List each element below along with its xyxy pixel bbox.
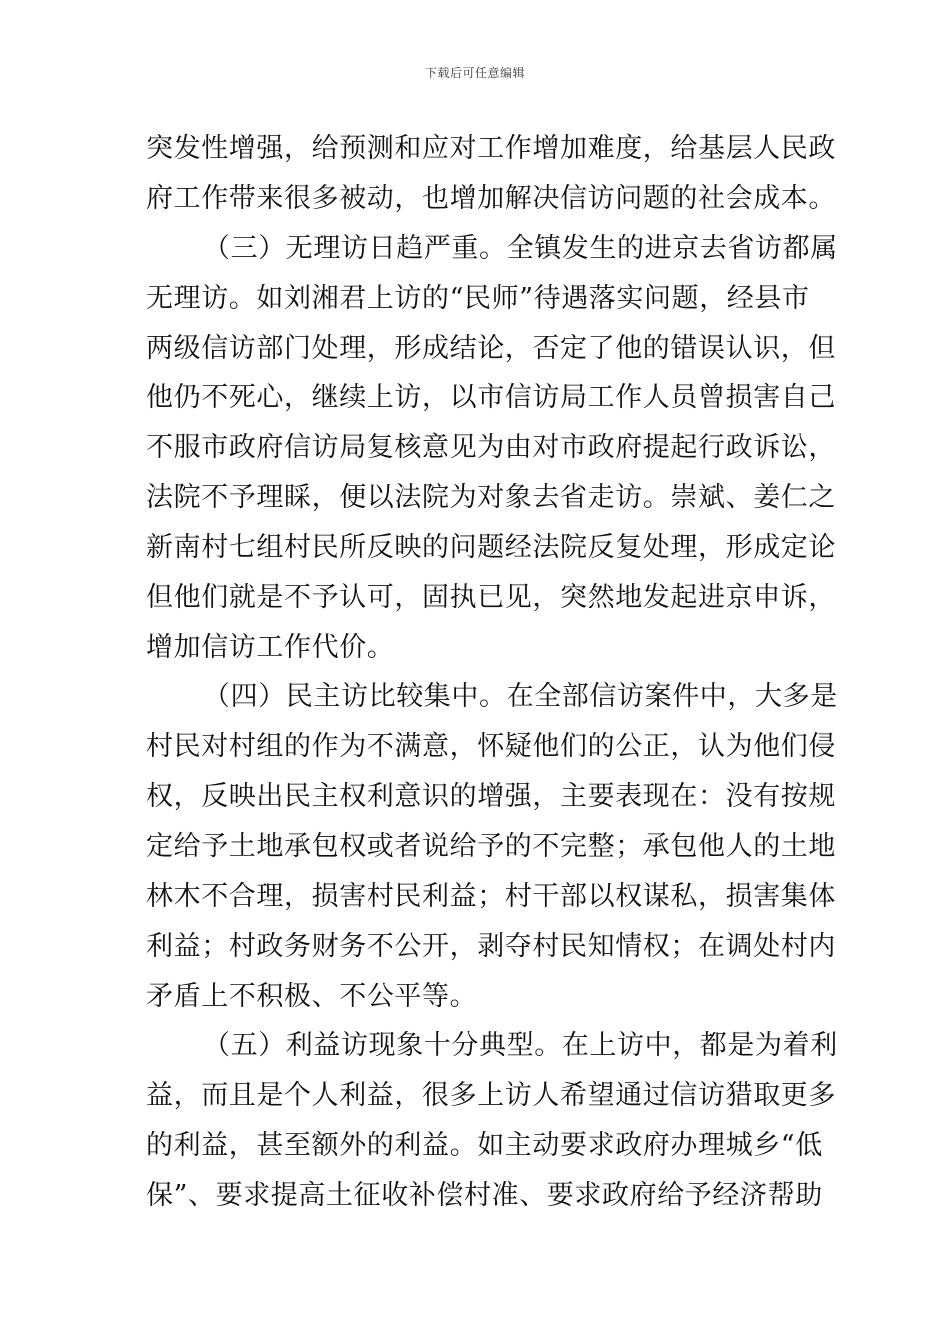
text-line: 他仍不死心，继续上访，以市信访局工作人员曾损害自己 bbox=[146, 382, 836, 413]
text-line: 益，而且是个人利益，很多上访人希望通过信访猎取更多 bbox=[146, 1080, 836, 1111]
paragraph-start-line: （三）无理访日趋严重。全镇发生的进京去省访都属 bbox=[203, 233, 838, 264]
text-line: 两级信访部门处理，形成结论，否定了他的错误认识，但 bbox=[146, 333, 836, 364]
text-line: 突发性增强，给预测和应对工作增加难度，给基层人民政 bbox=[146, 133, 836, 164]
text-line: 增加信访工作代价。 bbox=[146, 632, 395, 663]
text-line: 无理访。如刘湘君上访的“民师”待遇落实问题，经县市 bbox=[146, 283, 810, 314]
text-line: 不服市政府信访局复核意见为由对市政府提起行政诉讼， bbox=[146, 432, 836, 463]
text-line: 的利益，甚至额外的利益。如主动要求政府办理城乡“低 bbox=[146, 1130, 823, 1161]
paragraph-start-line: （五）利益访现象十分典型。在上访中，都是为着利 bbox=[203, 1030, 838, 1061]
text-line: 定给予土地承包权或者说给予的不完整；承包他人的土地 bbox=[146, 831, 836, 862]
text-line: 林木不合理，损害村民利益；村干部以权谋私，损害集体 bbox=[146, 881, 836, 912]
text-line: 法院不予理睬，便以法院为对象去省走访。崇斌、姜仁之 bbox=[146, 482, 836, 513]
text-line: 但他们就是不予认可，固执已见，突然地发起进京申诉， bbox=[146, 582, 836, 613]
page-header: 下载后可任意编辑 bbox=[424, 66, 525, 80]
paragraph-start-line: （四）民主访比较集中。在全部信访案件中，大多是 bbox=[203, 681, 838, 712]
text-line: 保”、要求提高土征收补偿村准、要求政府给予经济帮助 bbox=[146, 1180, 823, 1211]
text-line: 新南村七组村民所反映的问题经法院反复处理，形成定论 bbox=[146, 532, 836, 563]
text-line: 村民对村组的作为不满意，怀疑他们的公正，认为他们侵 bbox=[146, 731, 836, 762]
text-line: 府工作带来很多被动，也增加解决信访问题的社会成本。 bbox=[146, 183, 836, 214]
text-line: 权，反映出民主权利意识的增强，主要表现在：没有按规 bbox=[146, 781, 836, 812]
text-line: 利益；村政务财务不公开，剥夺村民知情权；在调处村内 bbox=[146, 931, 836, 962]
text-line: 矛盾上不积极、不公平等。 bbox=[146, 981, 478, 1012]
